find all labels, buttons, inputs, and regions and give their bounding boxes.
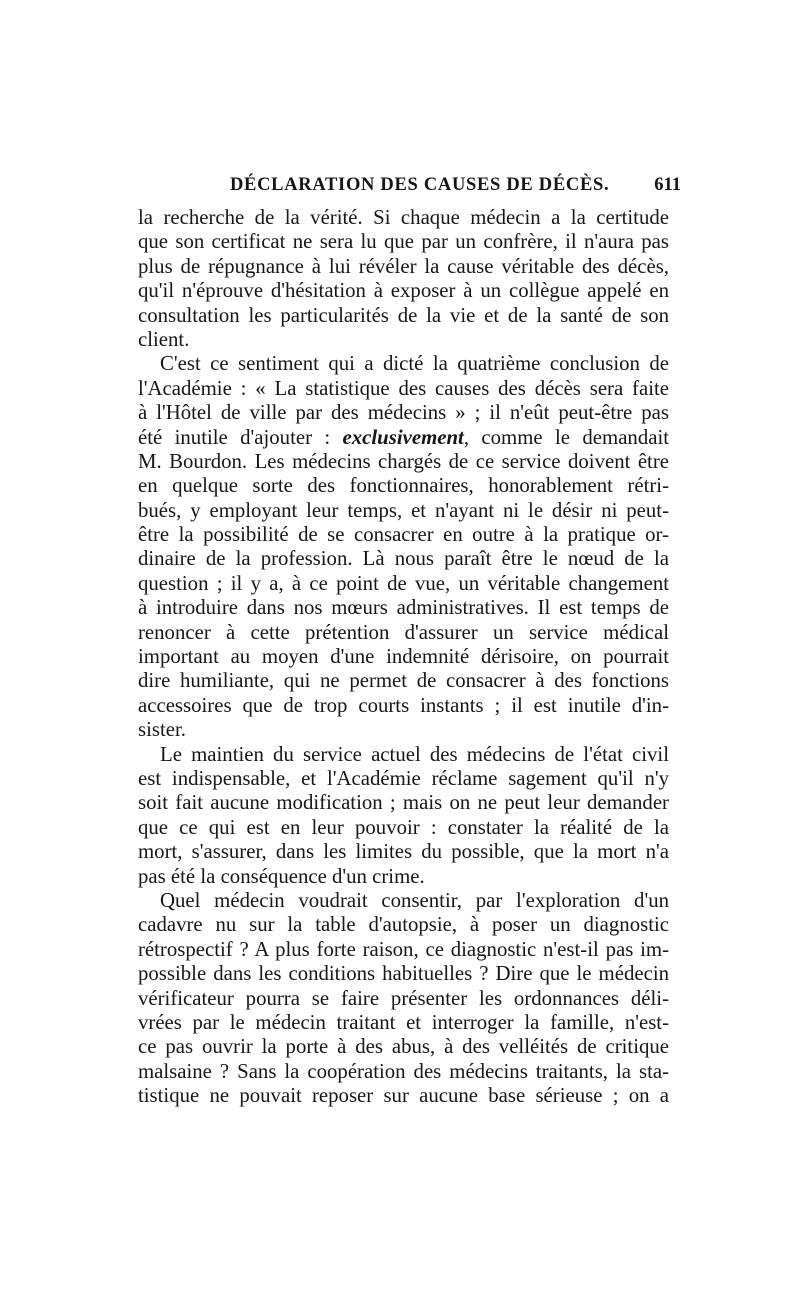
text-line: renoncer à cette prétention d'assurer un service médical (138, 620, 669, 644)
text-line: tistique ne pouvait reposer sur aucune base sérieuse ; on a (138, 1084, 669, 1108)
text-line: bués, y employant leur temps, et n'ayant ni le désir ni peut- (138, 498, 669, 522)
text-line: que son certificat ne sera lu que par un confrère, il n'aura pas (138, 230, 669, 254)
text-line: ce pas ouvrir la porte à des abus, à des velléités de critique (138, 1035, 669, 1059)
paragraph-end-line: client. (138, 327, 190, 351)
text-line: accessoires que de trop courts instants ; il est inutile d'in- (138, 693, 669, 717)
text-line: malsaine ? Sans la coopération des médecins traitants, la sta- (138, 1059, 669, 1083)
text-line: soit fait aucune modification ; mais on ne peut leur demander (138, 791, 669, 815)
paragraph-start-line: Le maintien du service actuel des médecins de l'état civil (160, 742, 669, 766)
text-line: rétrospectif ? A plus forte raison, ce diagnostic n'est-il pas im- (138, 937, 669, 961)
running-head (138, 175, 683, 199)
text-line: vérificateur pourra se faire présenter les ordonnances déli- (138, 986, 669, 1010)
paragraph-start-line: Quel médecin voudrait consentir, par l'exploration d'un (160, 888, 669, 912)
text-line: l'Académie : « La statistique des causes des décès sera faite (138, 376, 669, 400)
text-line: important au moyen d'une indemnité dérisoire, on pourrait (138, 645, 669, 669)
text-line: consultation les particularités de la vie et de la santé de son (138, 303, 669, 327)
text-line: à introduire dans nos mœurs administratives. Il est temps de (138, 596, 669, 620)
paragraph-end-line: pas été la conséquence d'un crime. (138, 864, 425, 888)
text-line: dinaire de la profession. Là nous paraît être le nœud de la (138, 547, 669, 571)
line-text-before-emphasis: été inutile d'ajouter : (138, 425, 343, 449)
text-line: qu'il n'éprouve d'hésitation à exposer à un collègue appelé en (138, 279, 669, 303)
text-line: que ce qui est en leur pouvoir : constater la réalité de la (138, 815, 669, 839)
text-line: possible dans les conditions habituelles ? Dire que le médecin (138, 962, 669, 986)
text-line: plus de répugnance à lui révéler la cause véritable des décès, (138, 254, 669, 278)
emphasized-word: exclusivement (342, 425, 464, 449)
text-line: à l'Hôtel de ville par des médecins » ; il n'eût peut-être pas (138, 401, 669, 425)
running-title: DÉCLARATION DES CAUSES DE DÉCÈS. (230, 175, 610, 195)
text-line: question ; il y a, à ce point de vue, un véritable changement (138, 571, 669, 595)
text-line: cadavre nu sur la table d'autopsie, à poser un diagnostic (138, 913, 669, 937)
text-line: être la possibilité de se consacrer en outre à la pratique or- (138, 523, 669, 547)
text-line: vrées par le médecin traitant et interroger la famille, n'est- (138, 1010, 669, 1034)
text-line: en quelque sorte des fonctionnaires, honorablement rétri- (138, 474, 669, 498)
text-line: la recherche de la vérité. Si chaque médecin a la certitude (138, 206, 669, 229)
text-line-with-emphasis (138, 426, 669, 450)
text-line: dire humiliante, qui ne permet de consacrer à des fonctions (138, 669, 669, 693)
body-text (138, 206, 669, 1108)
page-number: 611 (654, 175, 681, 195)
line-text-after-emphasis: , comme le demandait (463, 425, 670, 449)
text-line: M. Bourdon. Les médecins chargés de ce service doivent être (138, 449, 669, 473)
text-line: mort, s'assurer, dans les limites du possible, que la mort n'a (138, 840, 669, 864)
paragraph-end-line: sister. (138, 718, 186, 742)
paragraph-start-line: C'est ce sentiment qui a dicté la quatrième conclusion de (160, 352, 669, 376)
text-line: est indispensable, et l'Académie réclame sagement qu'il n'y (138, 766, 669, 790)
